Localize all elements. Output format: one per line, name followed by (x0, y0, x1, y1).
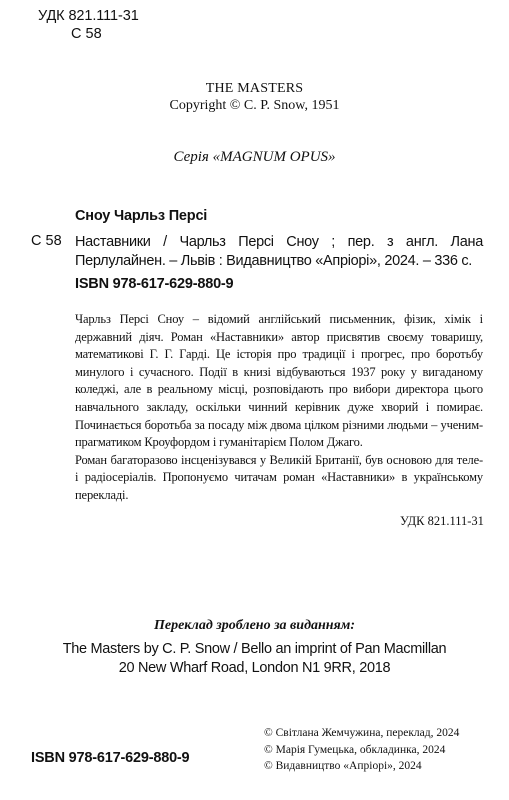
annotation-paragraph: Чарльз Персі Сноу – відомий англійський письменник, фізик, хімік і державний діяч. Роман «Наставники» автор присвятив своєму товаришу, математикові Г. Г. Гарді. Це історія про традиції і прогрес, про боротьбу минулого і сучасного. Події в книзі відбуваються 1937 року у вигаданому коледжі, але в реальному місці, розповідають про вибори директора цього навчального закладу, оскільки чинний керівник дуже хворий і помирає. Починається боротьба за посаду між двома цілком різними людьми – ученим-прагматиком Кроуфордом і гуманітарієм Полом Джаго. (75, 312, 483, 450)
original-edition-line: The Masters by C. P. Snow / Bello an imprint of Pan Macmillan (62, 641, 447, 657)
author-mark: С 58 (71, 26, 102, 42)
translation-note: Переклад зроблено за виданням: (153, 618, 356, 633)
bibliographic-entry: Наставники / Чарльз Персі Сноу ; пер. з англ. Лана Перлулайнен. – Львів : Видавництво «Апріорі», 2024. – 336 с. (75, 234, 483, 269)
original-edition (0, 640, 509, 678)
annotation (75, 311, 483, 505)
udk-code-bottom: УДК 821.111-31 (400, 514, 484, 528)
original-copyright: Copyright © C. P. Snow, 1951 (169, 98, 340, 113)
copyright-line: © Марія Гумецька, обкладинка, 2024 (264, 743, 446, 756)
original-edition-line: 20 New Wharf Road, London N1 9RR, 2018 (118, 660, 391, 676)
isbn-bottom: ISBN 978-617-629-880-9 (31, 750, 190, 766)
copyright-line: © Світлана Жемчужина, переклад, 2024 (264, 727, 460, 739)
udk-code: УДК 821.111-31 (38, 8, 139, 24)
entry-index: С 58 (31, 233, 62, 249)
copyright-line: © Видавництво «Апріорі», 2024 (264, 760, 422, 772)
annotation-paragraph: Роман багаторазово інсценізувався у Великій Британії, був основою для теле- і радіосеріалів. Пропонуємо читачам роман «Наставники» в українському перекладі. (75, 452, 483, 502)
series-name: Серія «MAGNUM OPUS» (173, 149, 336, 165)
original-title: THE MASTERS (205, 81, 304, 96)
author-heading: Сноу Чарльз Персі (75, 208, 208, 224)
copyright-list (264, 725, 459, 775)
isbn-main: ISBN 978-617-629-880-9 (75, 276, 234, 292)
